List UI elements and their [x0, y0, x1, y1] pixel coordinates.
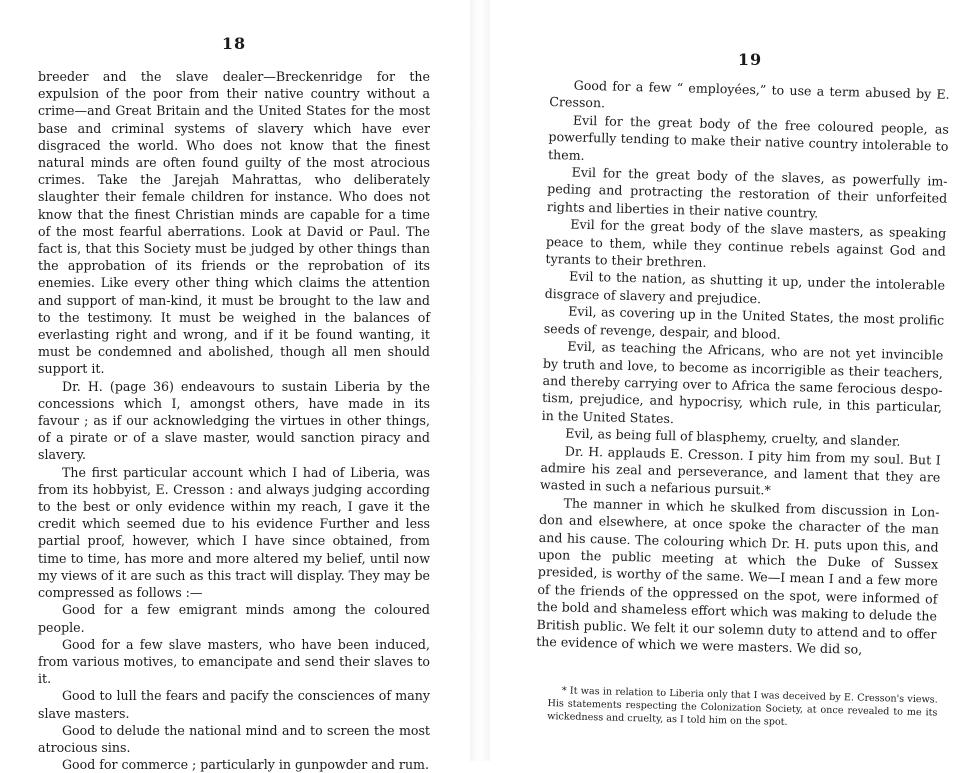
- paragraph: The manner in which he skulked from discussion in Lon-don and elsewhere, at once spoke the character of the man and his cause. The colouring which Dr. H. puts upon this, and upon the public meeting at which the Duke of Sussex presided, is worthy of the same. We—I mean I and a few more of the friends of the oppressed on the spot, were informed of the bold and shameless effort which was making to delude the British public. We felt it our solemn duty to attend and to offer the evidence of which we were masters. We did so,: [536, 495, 940, 657]
- left-page: [0, 0, 470, 773]
- paragraph: Good to delude the national mind and to screen the most atrocious sins.: [38, 722, 430, 755]
- paragraph: Evil, as being full of blasphemy, cruelty, and slander.: [565, 425, 901, 449]
- paragraph: Evil to the nation, as shutting it up, under the intolerable disgrace of slavery and prejudice.: [544, 268, 946, 307]
- right-page-body: [536, 76, 950, 660]
- paragraph: breeder and the slave dealer—Breckenridge for the expulsion of the poor from their native country without a crime—and Great Britain and the United States for the most base and criminal systems of slavery which have ever disgraced the world. Who does not know that the finest natural minds are often found guilty of the most atrocious crimes. Take the Jarejah Mahrattas, who deliberately slaughter their female children for instance. Who does not know that the finest Christian minds are capable for a time of the most fearful aberrations. Look at David or Paul. The fact is, that this Society must be judged by other things than the approbation of its friends or the reprobation of its enemies. Like every other thing which claims the attention and support of man-kind, it must be brought to the law and to the testimony. It must be weighed in the balances of everlasting right and wrong, and if it be found wanting, it must be condemned and abolished, though all men should support it.: [38, 69, 430, 377]
- page-number-left: 18: [221, 34, 247, 53]
- paragraph: Evil, as covering up in the United States, the most prolific seeds of revenge, despair, and blood.: [543, 303, 945, 342]
- footnote-text: * It was in relation to Liberia only that I was deceived by E. Cresson's views. His statements respecting the Colonization Society, at once revealed to me its wickedness and cruelty, as I told him on the spot.: [547, 685, 938, 729]
- left-page-body: [38, 68, 430, 773]
- paragraph: Good to lull the fears and pacify the consciences of many slave masters.: [38, 688, 430, 721]
- paragraph: Evil for the great body of the free coloured people, as powerfully tending to make their native country intolerable to them.: [547, 112, 950, 163]
- paragraph: Evil for the great body of the slave masters, as speaking peace to them, while they continue rebels against God and tyrants to their brethren.: [545, 216, 947, 270]
- paragraph: Evil, as teaching the Africans, who are not yet invincible by truth and love, to become as incorrigible as their teachers, and thereby carrying over to Africa the same ferocious despo-tism, prejudice, and hypocrisy, which rule, in this particular, in the United States.: [541, 338, 944, 426]
- footnote: [547, 684, 938, 733]
- page-number-right: 19: [737, 50, 763, 69]
- paragraph: Dr. H. (page 36) endeavours to sustain Liberia by the concessions which I, amongst others, have made in its favour ; as if our acknowledging the virtues in other things, of a pirate or of a slave master, would sanction piracy and slavery.: [38, 378, 430, 463]
- paragraph: Evil for the great body of the slaves, as powerfully im-peding and protracting the restoration of their unforfeited rights and liberties in their native country.: [546, 164, 948, 221]
- book-gutter: [470, 0, 490, 761]
- paragraph: Dr. H. applauds E. Cresson. I pity him from my soul. But I admire his zeal and perseverance, and lament that they are wasted in such a nefarious pursuit.*: [539, 443, 941, 498]
- paragraph: Good for a few “ employées,” to use a term abused by E. Cresson.: [549, 77, 950, 111]
- right-page: [490, 0, 980, 761]
- paragraph: Good for a few slave masters, who have been induced, from various motives, to emancipate and send their slaves to it.: [38, 636, 430, 687]
- paragraph: The first particular account which I had of Liberia, was from its hobbyist, E. Cresson : and always judging according to the best or only evidence within my reach, I gave it the credit which seemed due to his evidence Further and less partial proof, however, which I have since obtained, from time to time, has more and more altered my belief, until now my views of it are such as this tract will display. They may be compressed as follows :—: [38, 464, 430, 601]
- paragraph: Good for a few emigrant minds among the coloured people.: [38, 602, 430, 635]
- paragraph: Good for commerce ; particularly in gunpowder and rum.: [62, 757, 429, 773]
